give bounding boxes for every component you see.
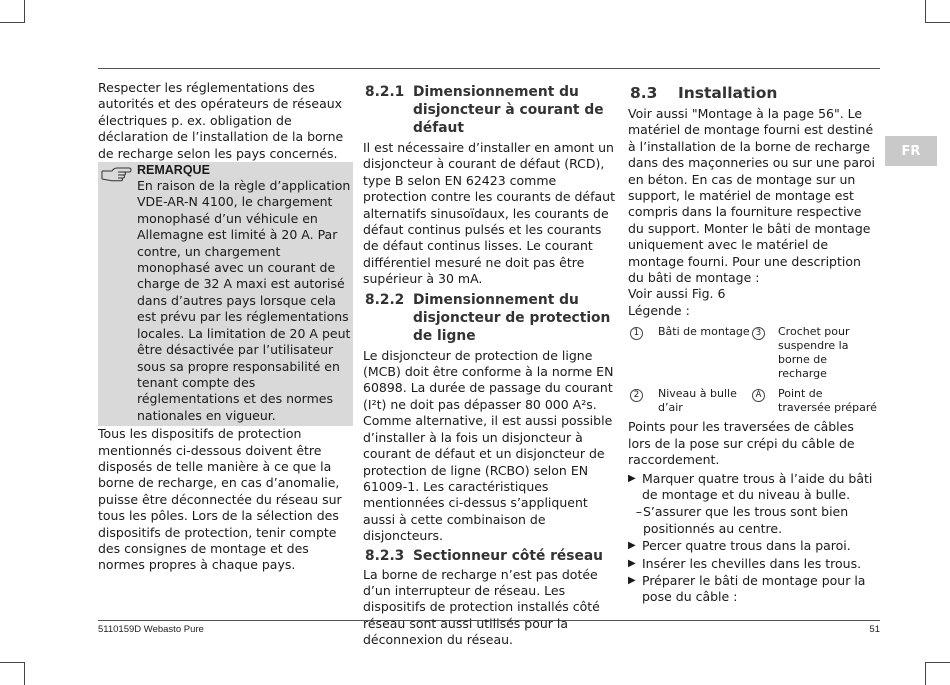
note-text: En raison de la règle d’application VDE-AR-N 4100, le chargement monophasé d’un véhicule en Allemagne est limité à 20 A. Par contre, un chargement monophasé avec un courant de charge de 32 A maxi est autorisé dans d’autres pays lorsque cela est prévu par les réglementations locales. La limitation de 20 A peut être désactivée par l’utilisateur sous sa propre responsabilité en tenant compte des réglementations et des normes nationales en vigueur. xyxy=(137,178,351,423)
rcd-paragraph: Il est nécessaire d’installer en amont un disjoncteur à courant de défaut (RCD), type B selon EN 62423 comme protection contre les courants de défaut alternatifs sinusoïdaux, les courants de défaut continus pulsés et les courants de défaut continus lisses. Le courant différentiel mesuré ne doit pas être supérieur à 30 mA. xyxy=(363,140,616,287)
figure-reference: Voir aussi Fig. 6 xyxy=(628,286,726,302)
section-title: Dimensionnement du disjoncteur à courant de défaut xyxy=(413,84,604,136)
section-title: Installation xyxy=(678,84,778,102)
legend-item-label: Crochet pour suspendre la borne de recharge xyxy=(778,325,850,381)
column-left xyxy=(98,80,353,574)
rcbo-paragraph: Comme alternative, il est aussi possible d’installer à la fois un disjoncteur à courant de défaut et un disjoncteur de protection de ligne (RCBO) selon EN 61009-1. Les caractéristiques mentionnées ci-dessus s’appliquent aussi à cette combinaison de disjoncteurs. xyxy=(363,413,613,544)
cable-points-paragraph: Points pour les traversées de câbles lors de la pose sur crépi du câble de raccordement. xyxy=(628,419,855,468)
section-number: 8.3 xyxy=(630,84,658,102)
legend-item-label: Niveau à bulle d’air xyxy=(658,387,737,415)
installation-paragraph: Voir aussi "Montage à la page 56". Le matériel de montage fourni est destiné à l’installation de la borne de recharge dans des maçonneries ou sur une paroi en béton. En cas de montage sur un support, le matériel de montage est compris dans la fourniture respective du support. Monter le bâti de montage uniquement avec le matériel de montage fourni. Pour une description du bâti de montage : xyxy=(628,106,875,286)
substep-item xyxy=(628,504,880,537)
step-text: Percer quatre trous dans la paroi. xyxy=(642,538,851,554)
legend-key: 2 xyxy=(628,387,658,415)
step-item xyxy=(628,471,880,504)
section-number: 8.2.2 xyxy=(365,291,405,308)
column-right xyxy=(628,80,880,606)
section-title: Sectionneur côté réseau xyxy=(413,547,603,564)
legend-key: 3 xyxy=(750,325,778,381)
disconnector-paragraph: La borne de recharge n’est pas dotée d’un interrupteur de réseau. Les dispositifs de protection installés côté réseau sont aussi utilisés pour la déconnexion du réseau. xyxy=(363,566,600,648)
section-heading-8-2-2 xyxy=(363,291,618,345)
section-heading-8-3 xyxy=(628,83,880,103)
crop-mark-bottom-left xyxy=(0,662,25,685)
legend xyxy=(628,325,880,415)
mcb-paragraph: Le disjoncteur de protection de ligne (MCB) doit être conforme à la norme EN 60898. La durée de passage du courant (I²t) ne doit pas dépasser 80 000 A²s. xyxy=(363,347,614,412)
crop-mark-top-left xyxy=(0,0,25,23)
legend-item-label: Bâti de montage xyxy=(658,325,750,339)
legend-key: 1 xyxy=(628,325,658,381)
section-heading-8-2-1 xyxy=(363,83,618,137)
section-number: 8.2.1 xyxy=(365,84,405,100)
legend-key: A xyxy=(750,387,778,415)
language-tab: FR xyxy=(885,136,937,166)
column-middle xyxy=(363,80,618,649)
crop-mark-bottom-right xyxy=(925,662,950,685)
section-title: Dimensionnement du disjoncteur de protection de ligne xyxy=(413,291,611,344)
step-item xyxy=(628,538,880,554)
section-heading-8-2-3 xyxy=(363,547,618,565)
step-text: Marquer quatre trous à l’aide du bâti de montage et du niveau à bulle. xyxy=(642,470,873,502)
legend-label: Légende : xyxy=(628,302,690,318)
crop-mark-top-right xyxy=(925,0,950,23)
protection-paragraph: Tous les dispositifs de protection mentionnés ci-dessous doivent être disposés de telle manière à ce que la borne de recharge, en cas d’anomalie, puisse être déconnectée du réseau sur tous les pôles. Lors de la sélection des dispositifs de protection, tenir compte des consignes de montage et des normes propres à chaque pays. xyxy=(98,426,342,573)
intro-paragraph: Respecter les réglementations des autorités et des opérateurs de réseaux électriques p. ex. obligation de déclaration de l’installation de la borne de recharge selon les pays concernés. xyxy=(98,80,344,161)
pointing-hand-icon xyxy=(100,164,132,182)
footer-document-id: 5110159D Webasto Pure xyxy=(98,624,204,635)
step-item xyxy=(628,573,880,606)
note-box xyxy=(98,162,353,426)
footer-page-number: 51 xyxy=(869,624,880,635)
step-item xyxy=(628,556,880,572)
note-title: REMARQUE xyxy=(137,163,210,178)
legend-item-label: Point de traversée préparé xyxy=(778,387,877,415)
triangle-bullet-icon: ▶ xyxy=(628,557,636,569)
triangle-bullet-icon: ▶ xyxy=(628,472,636,484)
substep-text: S’assurer que les trous sont bien positionnés au centre. xyxy=(643,504,849,536)
header-rule xyxy=(98,68,880,69)
triangle-bullet-icon: ▶ xyxy=(628,574,636,586)
step-text: Insérer les chevilles dans les trous. xyxy=(642,555,862,571)
triangle-bullet-icon: ▶ xyxy=(628,540,636,552)
dash-bullet-icon: – xyxy=(635,504,642,520)
step-text: Préparer le bâti de montage pour la pose du câble : xyxy=(642,572,866,605)
section-number: 8.2.3 xyxy=(365,547,405,564)
